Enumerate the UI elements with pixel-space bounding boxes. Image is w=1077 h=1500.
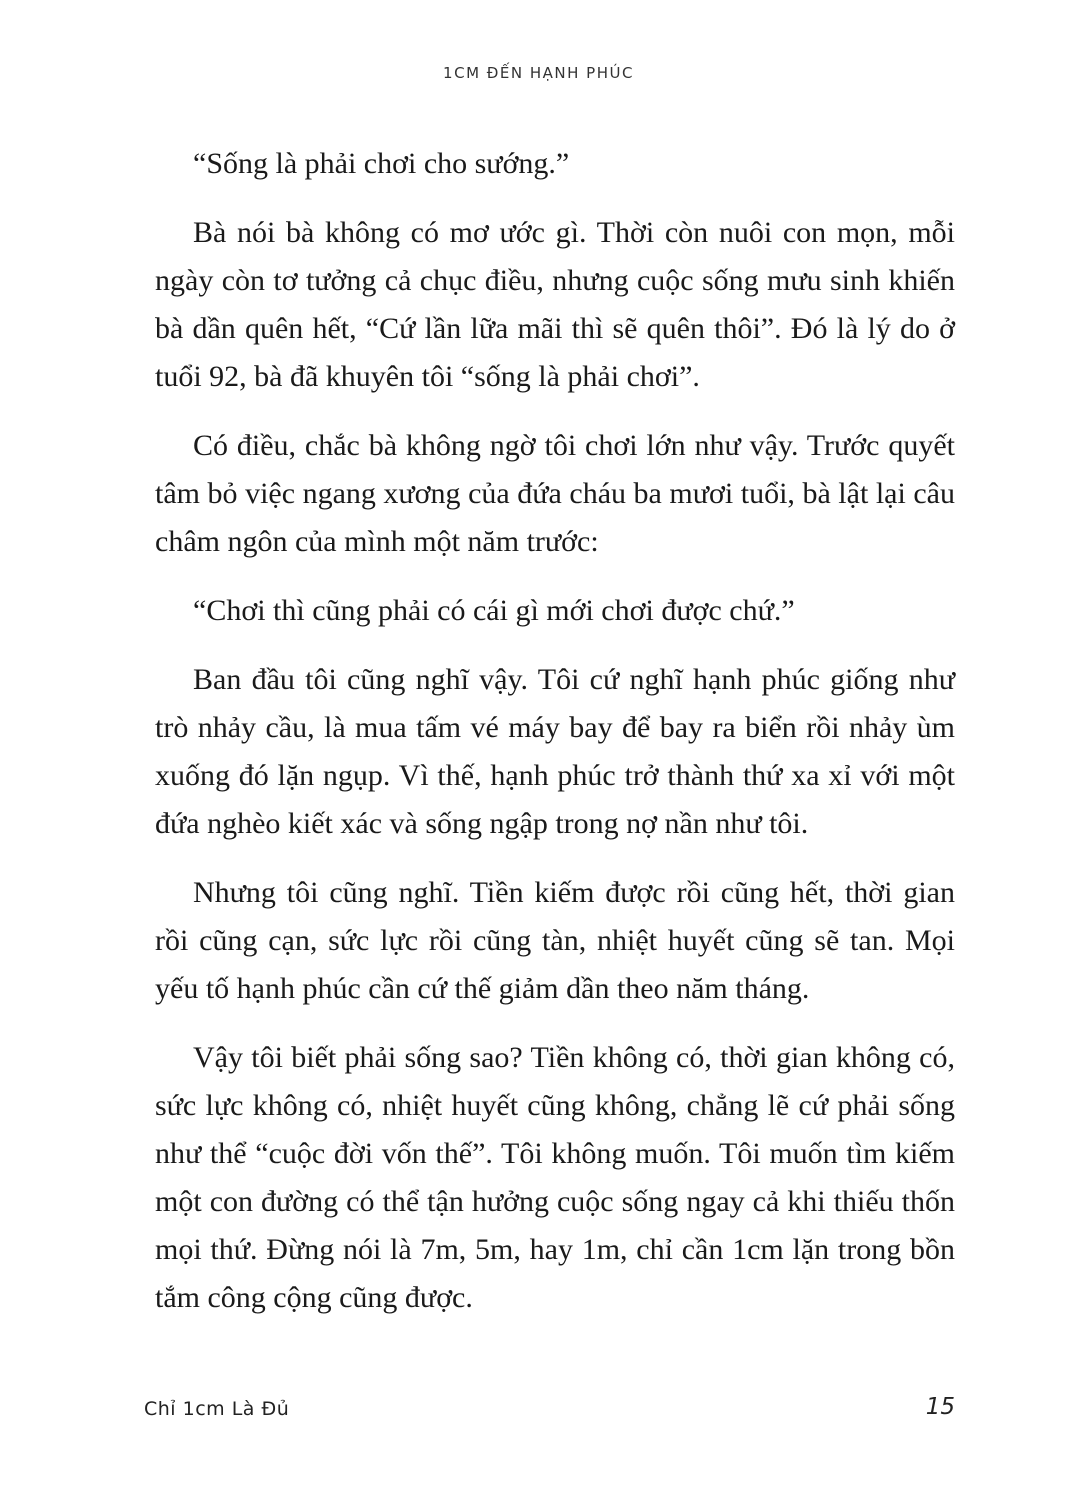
footer-book-title: Chỉ 1cm Là Đủ bbox=[144, 1398, 290, 1420]
paragraph: Ban đầu tôi cũng nghĩ vậy. Tôi cứ nghĩ hạnh phúc giống như trò nhảy cầu, là mua tấm vé máy bay để bay ra biển rồi nhảy ùm xuống đó lặn ngụp. Vì thế, hạnh phúc trở thành thứ xa xỉ với một đứa nghèo kiết xác và sống ngập trong nợ nần như tôi. bbox=[155, 663, 955, 840]
body-text bbox=[155, 140, 955, 1343]
paragraph: “Sống là phải chơi cho sướng.” bbox=[193, 147, 570, 180]
paragraph: Vậy tôi biết phải sống sao? Tiền không có, thời gian không có, sức lực không có, nhiệt huyết cũng không, chẳng lẽ cứ phải sống như thể “cuộc đời vốn thế”. Tôi không muốn. Tôi muốn tìm kiếm một con đường có thể tận hưởng cuộc sống ngay cả khi thiếu thốn mọi thứ. Đừng nói là 7m, 5m, hay 1m, chỉ cần 1cm lặn trong bồn tắm công cộng cũng được. bbox=[155, 1041, 955, 1314]
running-header: 1CM ĐẾN HẠNH PHÚC bbox=[443, 64, 634, 82]
paragraph: “Chơi thì cũng phải có cái gì mới chơi được chứ.” bbox=[193, 594, 795, 627]
paragraph: Có điều, chắc bà không ngờ tôi chơi lớn như vậy. Trước quyết tâm bỏ việc ngang xương của đứa cháu ba mươi tuổi, bà lật lại câu châm ngôn của mình một năm trước: bbox=[155, 429, 955, 558]
paragraph: Nhưng tôi cũng nghĩ. Tiền kiếm được rồi cũng hết, thời gian rồi cũng cạn, sức lực rồi cũng tàn, nhiệt huyết cũng sẽ tan. Mọi yếu tố hạnh phúc cần cứ thế giảm dần theo năm tháng. bbox=[155, 876, 955, 1005]
paragraph: Bà nói bà không có mơ ước gì. Thời còn nuôi con mọn, mỗi ngày còn tơ tưởng cả chục điều, nhưng cuộc sống mưu sinh khiến bà dần quên hết, “Cứ lần lữa mãi thì sẽ quên thôi”. Đó là lý do ở tuổi 92, bà đã khuyên tôi “sống là phải chơi”. bbox=[155, 216, 955, 393]
page-number: 15 bbox=[925, 1394, 955, 1420]
